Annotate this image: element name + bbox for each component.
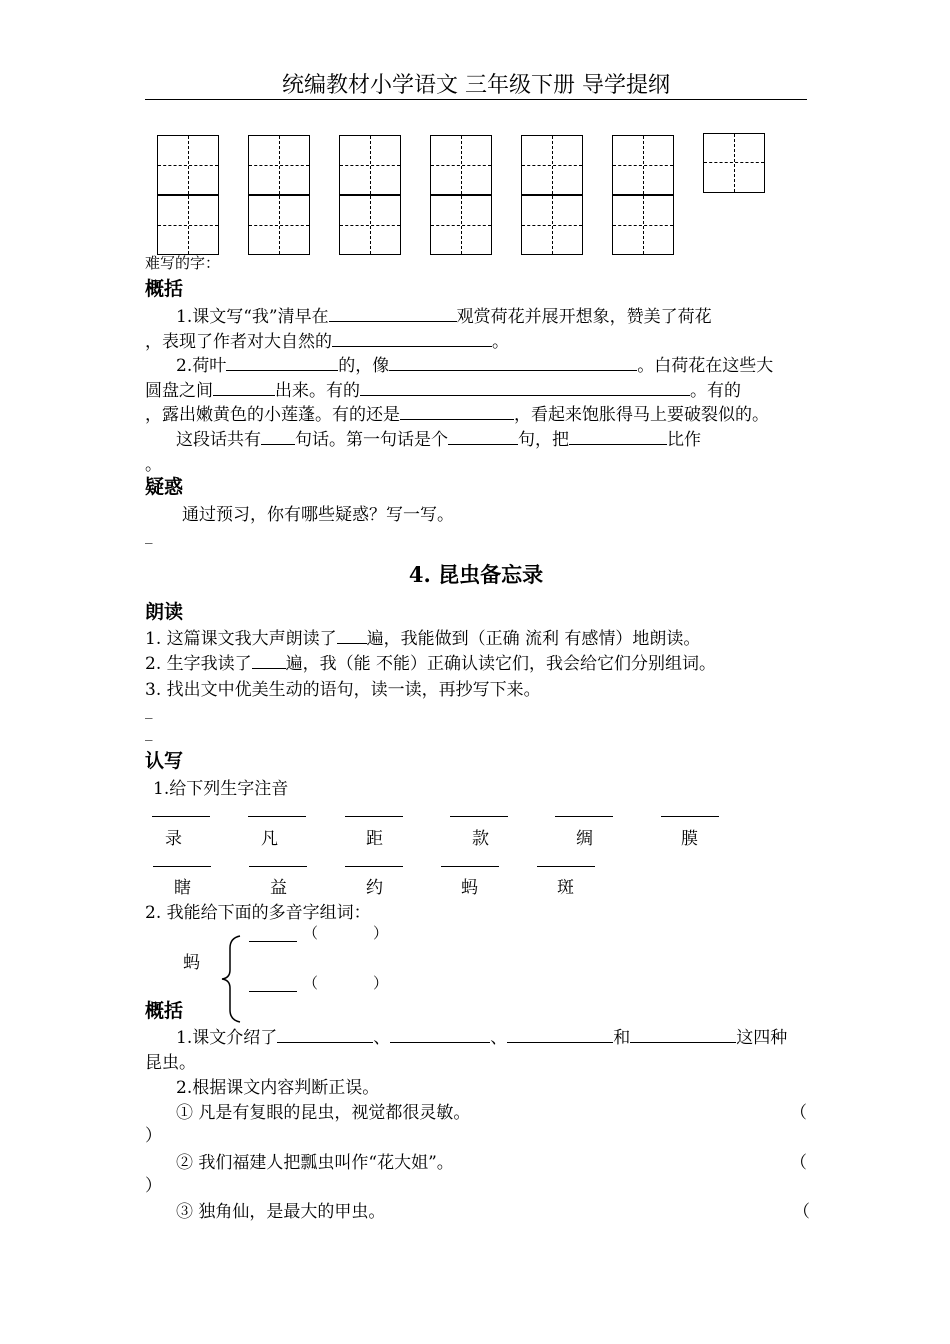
summary-q2-line2 — [145, 376, 741, 401]
pinyin-blank[interactable] — [345, 866, 403, 867]
pinyin-blank[interactable] — [661, 816, 719, 817]
write-q2: 2. 我能给下面的多音字组词： — [145, 903, 371, 923]
sum-q1-sep-2: 、 — [490, 1028, 508, 1048]
brace-icon — [218, 934, 248, 1024]
sum-q1-blank-3[interactable] — [507, 1028, 613, 1043]
poly-paren-close-1: ） — [373, 924, 389, 942]
writing-grid[interactable] — [521, 135, 583, 255]
char-item: 瞎 — [174, 878, 191, 898]
write-q1: 1.给下列生字注音 — [153, 779, 289, 799]
sum-q1-blank-1[interactable] — [277, 1028, 373, 1043]
q2-blank-4[interactable] — [360, 381, 690, 396]
pinyin-blank[interactable] — [249, 866, 307, 867]
pinyin-blank[interactable] — [152, 816, 210, 817]
doubt-answer-line[interactable]: _ — [145, 526, 153, 544]
judge-item-3: ③ 独角仙，是最大的甲虫。 — [176, 1202, 386, 1222]
char-item: 膜 — [681, 829, 698, 849]
summary-q2-line1 — [176, 351, 773, 376]
pinyin-blank[interactable] — [153, 866, 211, 867]
read-q1-text-b: 遍，我能做到（正确 流利 有感情）地朗读。 — [366, 629, 701, 649]
q2-text-b: 的，像 — [338, 356, 390, 376]
read-q2 — [145, 649, 716, 674]
poly-paren-open-2: （ — [303, 974, 319, 992]
q3-text-a: 这段话共有 — [176, 430, 261, 450]
hard-chars-label: 难写的字： — [145, 254, 221, 272]
sum-q1-end: 这四种 — [736, 1028, 788, 1048]
q2-blank-2[interactable] — [389, 356, 637, 371]
writing-grid[interactable] — [703, 133, 765, 193]
summary-q1-line1 — [176, 302, 712, 327]
page-header-title: 统编教材小学语文 三年级下册 导学提纲 — [282, 73, 670, 98]
doubt-text: 通过预习，你有哪些疑惑？写一写。 — [182, 505, 454, 525]
q2-blank-5[interactable] — [400, 405, 514, 420]
char-item: 录 — [165, 829, 182, 849]
q3-end: 。 — [145, 455, 162, 475]
pinyin-blank[interactable] — [555, 816, 613, 817]
summary-heading-2: 概括 — [145, 1000, 184, 1022]
summary-q3-line1 — [176, 425, 701, 450]
q1-text-2: ，表现了作者对大自然的 — [145, 332, 332, 352]
read-q1 — [145, 624, 700, 649]
doubt-heading: 疑惑 — [145, 476, 184, 498]
read-q2-text-a: 2. 生字我读了 — [145, 654, 252, 674]
sum-q1-text: 1.课文介绍了 — [176, 1028, 278, 1048]
char-item: 绸 — [576, 829, 593, 849]
pinyin-blank[interactable] — [248, 816, 306, 817]
q2-text-d: 圆盘之间 — [145, 381, 213, 401]
q2-text-c: 。白荷花在这些大 — [637, 356, 774, 376]
q1-end: 。 — [492, 332, 509, 352]
sum-q1-sep-1: 、 — [373, 1028, 391, 1048]
q2-blank-3[interactable] — [213, 381, 275, 396]
summary-q1-line2 — [145, 327, 509, 352]
q2-text-a: 2.荷叶 — [176, 356, 227, 376]
read-heading: 朗读 — [145, 601, 184, 623]
writing-grid[interactable] — [430, 135, 492, 255]
q2-blank-1[interactable] — [226, 356, 338, 371]
judge-paren-open-1[interactable]: （ — [790, 1103, 807, 1123]
q2-text-h: ，看起来饱胀得马上要破裂似的。 — [514, 405, 769, 425]
sum-q1-line2: 昆虫。 — [145, 1053, 196, 1073]
poly-paren-close-2: ） — [373, 974, 389, 992]
read-q1-text-a: 1. 这篇课文我大声朗读了 — [145, 629, 337, 649]
judge-paren-open-2[interactable]: （ — [790, 1153, 807, 1173]
writing-grid[interactable] — [339, 135, 401, 255]
char-item: 约 — [366, 878, 383, 898]
lesson-title: 4. 昆虫备忘录 — [408, 562, 544, 587]
q3-text-c: 句，把 — [518, 430, 569, 450]
write-heading: 认写 — [145, 750, 184, 772]
sum-q1-blank-2[interactable] — [390, 1028, 490, 1043]
poly-blank-1[interactable] — [249, 941, 297, 942]
read-q2-text-b: 遍，我（能 不能）正确认读它们，我会给它们分别组词。 — [285, 654, 717, 674]
pinyin-blank[interactable] — [450, 816, 508, 817]
q3-text-d: 比作 — [667, 430, 701, 450]
read-answer-line-1[interactable]: _ — [145, 701, 153, 719]
char-item: 益 — [270, 878, 287, 898]
pinyin-blank[interactable] — [537, 866, 595, 867]
judge-item-2: ② 我们福建人把瓢虫叫作“花大姐”。 — [176, 1153, 454, 1173]
poly-blank-2[interactable] — [249, 991, 297, 992]
char-item: 蚂 — [461, 878, 478, 898]
read-answer-line-2[interactable]: _ — [145, 723, 153, 741]
judge-paren-close-1[interactable]: ） — [145, 1126, 162, 1146]
char-item: 距 — [366, 829, 383, 849]
q3-blank-2[interactable] — [448, 430, 518, 445]
sum-q1-and: 和 — [613, 1028, 631, 1048]
q2-text-e: 出来。有的 — [275, 381, 360, 401]
q3-blank-3[interactable] — [569, 430, 667, 445]
judge-paren-close-2[interactable]: ） — [145, 1176, 162, 1196]
judge-paren-open-3[interactable]: （ — [793, 1202, 810, 1222]
pinyin-blank[interactable] — [441, 866, 499, 867]
read-q3: 3. 找出文中优美生动的语句，读一读，再抄写下来。 — [145, 680, 541, 700]
header-divider — [145, 99, 807, 100]
sum-q1-blank-4[interactable] — [630, 1028, 736, 1043]
judge-item-1: ① 凡是有复眼的昆虫，视觉都很灵敏。 — [176, 1103, 471, 1123]
writing-grid[interactable] — [157, 135, 219, 255]
pinyin-blank[interactable] — [345, 816, 403, 817]
summary-heading: 概括 — [145, 278, 184, 300]
writing-grid[interactable] — [612, 135, 674, 255]
q2-text-g: ，露出嫩黄色的小莲蓬。有的还是 — [145, 405, 400, 425]
q2-text-f: 。有的 — [690, 381, 741, 401]
poly-paren-open-1: （ — [303, 924, 319, 942]
char-item: 斑 — [557, 878, 574, 898]
q1-text-mid: 观赏荷花并展开想象，赞美了荷花 — [456, 307, 712, 327]
summary-q2-line3 — [145, 400, 769, 425]
q3-blank-1[interactable] — [261, 430, 295, 445]
char-item: 凡 — [261, 829, 278, 849]
read-q1-blank[interactable] — [337, 629, 367, 644]
writing-grid[interactable] — [248, 135, 310, 255]
read-q2-blank[interactable] — [252, 654, 286, 669]
sum-q1-line1 — [176, 1023, 787, 1048]
sum-q2: 2.根据课文内容判断正误。 — [176, 1078, 380, 1098]
poly-char: 蚂 — [183, 953, 200, 973]
q1-blank-1[interactable] — [329, 307, 457, 322]
q1-text: 1.课文写“我”清早在 — [176, 307, 329, 327]
q1-blank-2[interactable] — [332, 332, 492, 347]
q3-text-b: 句话。第一句话是个 — [295, 430, 448, 450]
char-item: 款 — [472, 829, 489, 849]
